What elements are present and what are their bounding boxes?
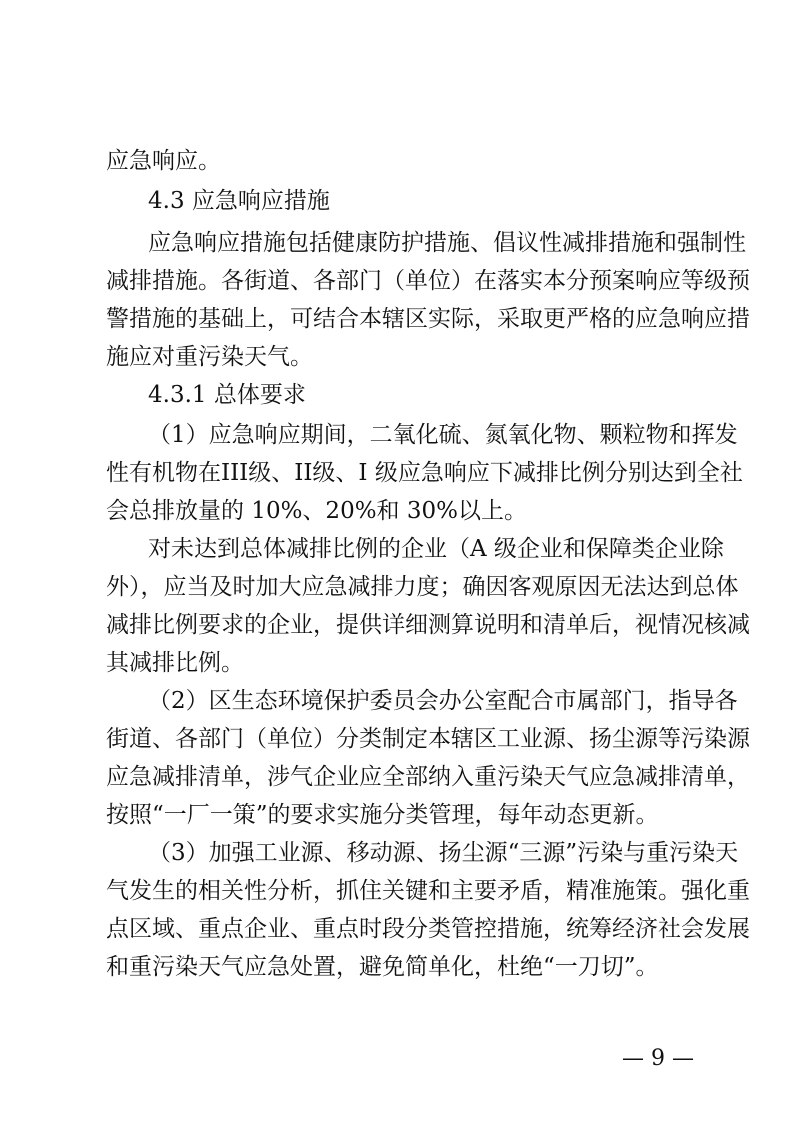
paragraph-line: （1）应急响应期间，二氧化硫、氮氧化物、颗粒物和挥发 — [148, 422, 738, 448]
subsection-heading: 4.3.1 总体要求 — [148, 382, 306, 408]
paragraph-line: 应急响应措施包括健康防护措施、倡议性减排措施和强制性 — [148, 230, 746, 256]
paragraph-line: 对未达到总体减排比例的企业（A 级企业和保障类企业除 — [148, 536, 724, 562]
paragraph-line: 和重污染天气应急处置，避免简单化，杜绝“一刀切”。 — [106, 954, 659, 980]
section-heading: 4.3 应急响应措施 — [148, 188, 330, 214]
paragraph-line: 气发生的相关性分析，抓住关键和主要矛盾，精准施策。强化重 — [106, 878, 750, 904]
paragraph-line: 减排比例要求的企业，提供详细测算说明和清单后，视情况核减 — [106, 612, 750, 638]
paragraph-line: 街道、各部门（单位）分类制定本辖区工业源、扬尘源等污染源 — [106, 726, 750, 752]
paragraph-line: 减排措施。各街道、各部门（单位）在落实本分预案响应等级预 — [106, 268, 750, 294]
paragraph-line: 应急响应。 — [106, 148, 221, 174]
paragraph-line: （2）区生态环境保护委员会办公室配合市属部门，指导各 — [148, 688, 738, 714]
paragraph-line: （3）加强工业源、移动源、扬尘源“三源”污染与重污染天 — [148, 840, 739, 866]
paragraph-line: 会总排放量的 10%、20%和 30%以上。 — [106, 498, 527, 524]
paragraph-line: 性有机物在III级、II级、I 级应急响应下减排比例分别达到全社 — [106, 460, 743, 486]
paragraph-line: 施应对重污染天气。 — [106, 344, 313, 370]
paragraph-line: 按照“一厂一策”的要求实施分类管理，每年动态更新。 — [106, 802, 659, 828]
paragraph-line: 其减排比例。 — [106, 650, 244, 676]
paragraph-line: 外），应当及时加大应急减排力度；确因客观原因无法达到总体 — [106, 574, 739, 600]
paragraph-line: 应急减排清单，涉气企业应全部纳入重污染天气应急减排清单， — [106, 764, 750, 790]
page-number: — 9 — — [622, 1046, 694, 1071]
paragraph-line: 警措施的基础上，可结合本辖区实际，采取更严格的应急响应措 — [106, 306, 750, 332]
paragraph-line: 点区域、重点企业、重点时段分类管控措施，统筹经济社会发展 — [106, 916, 750, 942]
